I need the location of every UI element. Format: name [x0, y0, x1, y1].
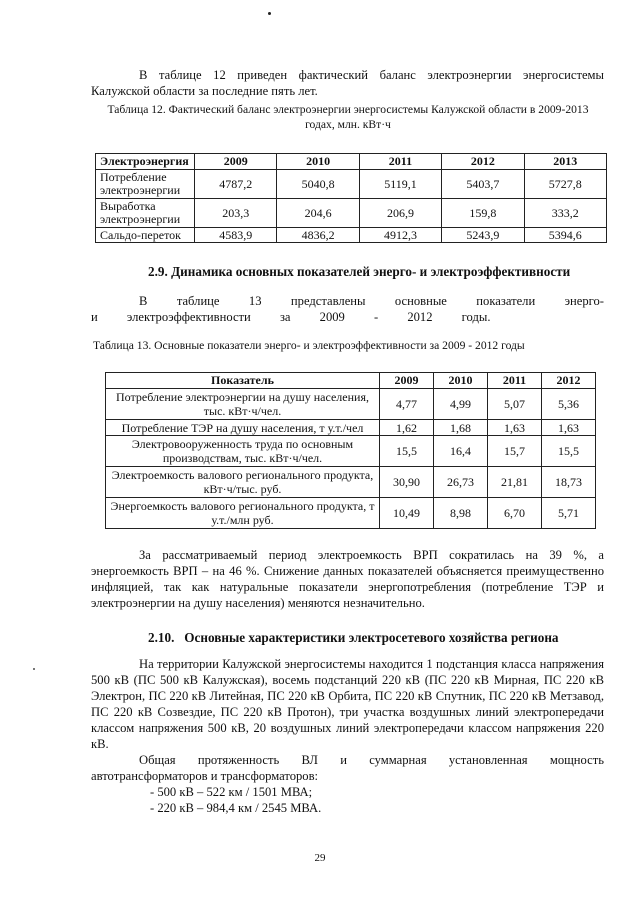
- table-cell: Электроемкость валового регионального продукта, кВт·ч/тыс. руб.: [106, 467, 380, 498]
- table-header-cell: 2012: [442, 154, 524, 170]
- table-cell: 1,63: [488, 420, 542, 436]
- table-cell: 8,98: [434, 498, 488, 529]
- table-header-cell: 2009: [195, 154, 277, 170]
- list-item: - 500 кВ – 522 км / 1501 МВА;: [150, 785, 313, 799]
- table-cell: 1,63: [542, 420, 596, 436]
- table-cell: 15,5: [380, 436, 434, 467]
- table-cell: 10,49: [380, 498, 434, 529]
- table-cell: 30,90: [380, 467, 434, 498]
- table-cell: 5727,8: [524, 170, 606, 199]
- section-2-9-title: 2.9. Динамика основных показателей энерго- и электроэффективности: [148, 264, 571, 279]
- table-header-cell: 2010: [434, 373, 488, 389]
- table-cell: 4,99: [434, 389, 488, 420]
- section-2-9-paragraph: [91, 293, 604, 325]
- table-row: [106, 389, 596, 420]
- section-2-9-text: В таблице 13 представлены основные показатели энерго- и электроэффективности за 2009 - 2012 годы.: [91, 294, 604, 324]
- scan-mark: [33, 668, 35, 670]
- table-cell: Потребление электроэнергии на душу населения, тыс. кВт·ч/чел.: [106, 389, 380, 420]
- table-cell: 5394,6: [524, 228, 606, 243]
- table12-caption: Таблица 12. Фактический баланс электроэнергии энергосистемы Калужской области в 2009-2013 годах, млн. кВт·ч: [107, 103, 589, 131]
- table-header-cell: 2011: [488, 373, 542, 389]
- table-header-cell: Электроэнергия: [96, 154, 195, 170]
- table-cell: Электровооруженность труда по основным производствам, тыс. кВт·ч/чел.: [106, 436, 380, 467]
- table-cell: 21,81: [488, 467, 542, 498]
- table-row: [106, 467, 596, 498]
- table-cell: 333,2: [524, 199, 606, 228]
- intro-paragraph: В таблице 12 приведен фактический баланс электроэнергии энергосистемы Калужской области за последние пять лет.: [91, 68, 604, 98]
- table-13: [105, 372, 596, 529]
- table-cell: 159,8: [442, 199, 524, 228]
- page-number: 29: [314, 852, 326, 864]
- table-header-cell: Показатель: [106, 373, 380, 389]
- table-header-cell: 2010: [277, 154, 359, 170]
- table-cell: 4836,2: [277, 228, 359, 243]
- table-row: [96, 228, 607, 243]
- table-cell: 6,70: [488, 498, 542, 529]
- table-cell: 1,62: [380, 420, 434, 436]
- table-cell: Потребление ТЭР на душу населения, т у.т./чел: [106, 420, 380, 436]
- table-cell: Потребление электроэнергии: [96, 170, 195, 199]
- table-header-cell: 2012: [542, 373, 596, 389]
- table-cell: 5403,7: [442, 170, 524, 199]
- table-cell: 5119,1: [359, 170, 441, 199]
- table13-caption: Таблица 13. Основные показатели энерго- и электроэффективности за 2009 - 2012 годы: [93, 339, 525, 352]
- table-cell: 4912,3: [359, 228, 441, 243]
- table-header-cell: 2009: [380, 373, 434, 389]
- table-cell: 204,6: [277, 199, 359, 228]
- table-12: [95, 153, 607, 243]
- table-row: [96, 199, 607, 228]
- table-cell: 5,36: [542, 389, 596, 420]
- table-header-row: [96, 154, 607, 170]
- table-row: [106, 498, 596, 529]
- table-cell: 206,9: [359, 199, 441, 228]
- section-2-10-title: 2.10. Основные характеристики электросетевого хозяйства региона: [148, 630, 559, 645]
- table-cell: 203,3: [195, 199, 277, 228]
- table-row: [106, 420, 596, 436]
- table-header-cell: 2011: [359, 154, 441, 170]
- table-header-row: [106, 373, 596, 389]
- table-header-cell: 2013: [524, 154, 606, 170]
- summary-paragraph: За рассматриваемый период электроемкость ВРП сократилась на 39 %, а энергоемкость ВРП – на 46 %. Снижение данных показателей объясняется преимущественно инфляцией, так как натуральные показатели энергопотребления (потребление ТЭР и электроэнергии на душу населения) меняются незначительно.: [91, 548, 604, 610]
- table-cell: 15,7: [488, 436, 542, 467]
- table-cell: 4583,9: [195, 228, 277, 243]
- table-cell: 15,5: [542, 436, 596, 467]
- table-cell: Выработка электроэнергии: [96, 199, 195, 228]
- table-cell: 5,07: [488, 389, 542, 420]
- table-cell: 4,77: [380, 389, 434, 420]
- section-2-10-paragraph-1: На территории Калужской энергосистемы находится 1 подстанция класса напряжения 500 кВ (ПС 500 кВ Калужская), восемь подстанций 220 кВ (ПС 220 кВ Мирная, ПС 220 кВ Электрон, ПС 220 кВ Литейная, ПС 220 кВ Орбита, ПС 220 кВ Спутник, ПС 220 кВ Метзавод, ПС 220 кВ Созвездие, ПС 220 кВ Протон), три участка воздушных линий электропередачи классом напряжения 500 кВ, 20 воздушных линий электропередачи классом напряжения 220 кВ.: [91, 657, 604, 751]
- table-cell: 5040,8: [277, 170, 359, 199]
- table-cell: 26,73: [434, 467, 488, 498]
- table-cell: 18,73: [542, 467, 596, 498]
- section-2-10-paragraph-2: Общая протяженность ВЛ и суммарная установленная мощность автотрансформаторов и трансформаторов:: [91, 753, 604, 783]
- table-cell: Сальдо-переток: [96, 228, 195, 243]
- table-cell: 5243,9: [442, 228, 524, 243]
- table-row: [106, 436, 596, 467]
- table-cell: Энергоемкость валового регионального продукта, т у.т./млн руб.: [106, 498, 380, 529]
- list-item: - 220 кВ – 984,4 км / 2545 МВА.: [150, 801, 322, 815]
- table-cell: 4787,2: [195, 170, 277, 199]
- table-row: [96, 170, 607, 199]
- table-cell: 5,71: [542, 498, 596, 529]
- table-cell: 1,68: [434, 420, 488, 436]
- table-cell: 16,4: [434, 436, 488, 467]
- scan-dot: [268, 12, 271, 15]
